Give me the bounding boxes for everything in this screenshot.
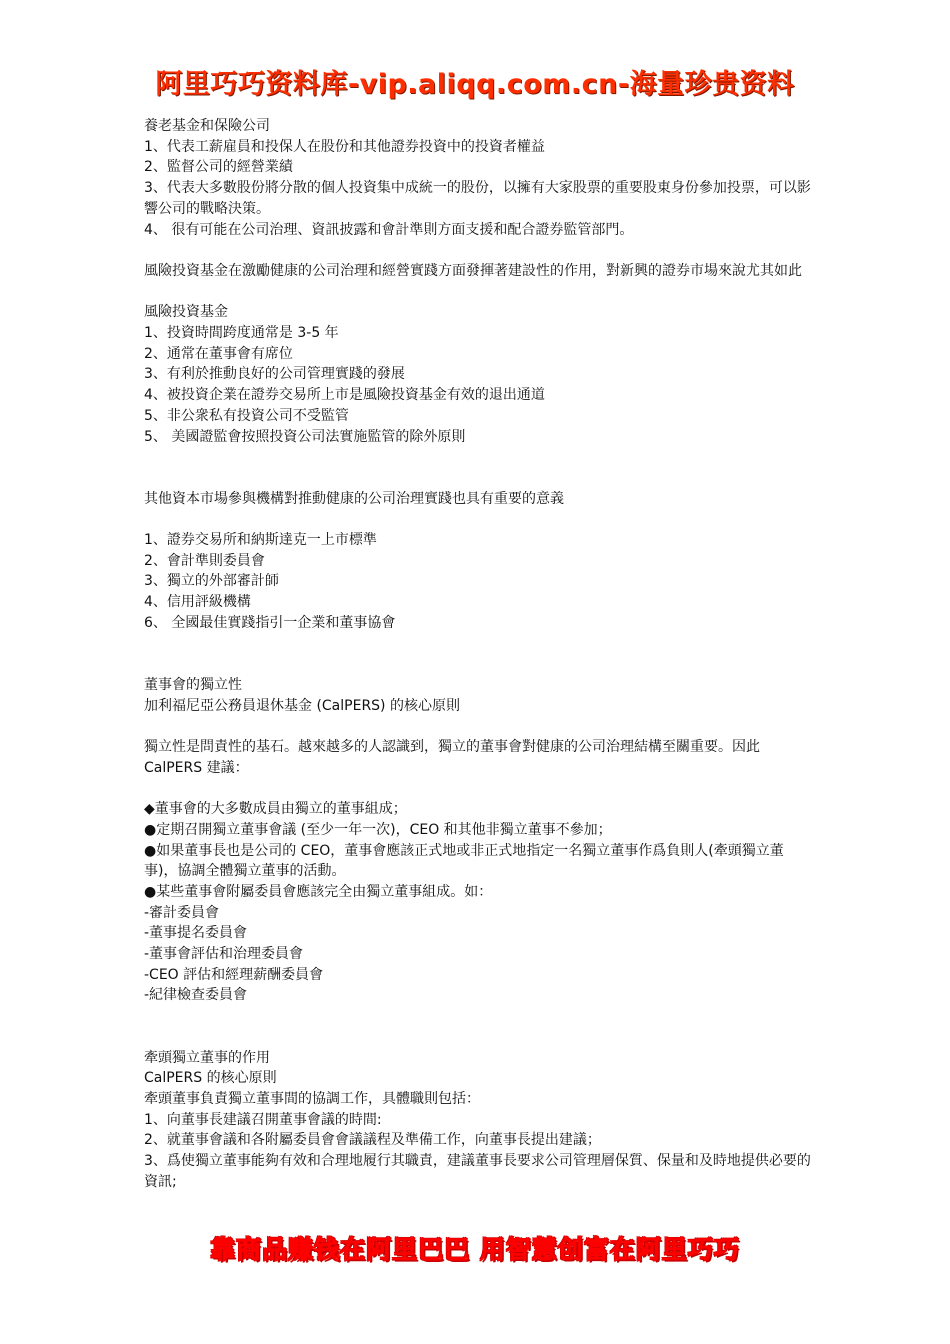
list-item: 2、就董事會議和各附屬委員會會議議程及準備工作，向董事長提出建議；: [144, 1132, 601, 1149]
paragraph-vc-intro: 風險投資基金在激勵健康的公司治理和經營實踐方面發揮著建設性的作用，對新興的證券市場來說尤其如此: [144, 262, 802, 279]
list-item: 5、非公衆私有投資公司不受監管: [144, 407, 349, 424]
section-title-lead-director: 牽頭獨立董事的作用: [144, 1049, 270, 1066]
document-body: [144, 116, 814, 1192]
list-item: 3、代表大多數股份將分散的個人投資集中成統一的股份，以擁有大家股票的重要股東身份參加投票，可以影響公司的戰略決策。: [144, 180, 811, 217]
list-item: 1、投資時間跨度通常是 3-5 年: [144, 325, 339, 341]
section-subtitle-independence: 加利福尼亞公務員退休基金 (CalPERS) 的核心原則: [144, 697, 460, 714]
list-item: 3、有利於推動良好的公司管理實踐的發展: [144, 366, 405, 383]
paragraph-lead-director-intro: 牽頭董事負責獨立董事間的協調工作，具體職則包括：: [144, 1090, 480, 1107]
committee-item: -紀律檢查委員會: [144, 987, 248, 1004]
header-banner: 阿里巧巧资料库-vip.aliqq.com.cn-海量珍贵资料: [155, 69, 795, 100]
section-title-others: 其他資本市場參與機構對推動健康的公司治理實踐也具有重要的意義: [144, 490, 564, 507]
committee-item: -董事會評估和治理委員會: [144, 946, 304, 963]
list-item: 4、被投資企業在證券交易所上市是風險投資基金有效的退出通道: [144, 387, 545, 404]
committee-item: -CEO 評估和經理薪酬委員會: [144, 966, 324, 983]
committee-item: -審計委員會: [144, 904, 220, 921]
section-title-pension: 養老基金和保險公司: [144, 118, 270, 134]
list-item: 5、 美國證監會按照投資公司法實施監管的除外原則: [144, 428, 466, 445]
list-item: 2、通常在董事會有席位: [144, 345, 293, 362]
list-item: 6、 全國最佳實踐指引一企業和董事協會: [144, 614, 396, 631]
bullet-item: ●某些董事會附屬委員會應該完全由獨立董事組成。如：: [144, 883, 493, 900]
list-item: 1、向董事長建議召開董事會議的時間:: [144, 1111, 382, 1128]
footer-banner: 靠商品赚钱在阿里巴巴 用智慧创富在阿里巧巧: [210, 1235, 740, 1264]
section-title-vc: 風險投資基金: [144, 304, 228, 321]
list-item: 4、 很有可能在公司治理、資訊披露和會計準則方面支援和配合證券監管部門。: [144, 221, 634, 238]
paragraph-independence: 獨立性是問責性的基石。越來越多的人認識到，獨立的董事會對健康的公司治理結構至關重要。因此 CalPERS 建議：: [144, 739, 765, 776]
list-item: 1、代表工薪雇員和投保人在股份和其他證券投資中的投資者權益: [144, 138, 545, 155]
list-item: 4、信用評級機構: [144, 594, 251, 611]
bullet-item: ●定期召開獨立董事會議 (至少一年一次)，CEO 和其他非獨立董事不參加；: [144, 821, 612, 838]
committee-item: -董事提名委員會: [144, 925, 248, 942]
list-item: 1、證券交易所和納斯達克一上市標準: [144, 532, 377, 548]
list-item: 3、爲使獨立董事能夠有效和合理地履行其職責，建議董事長要求公司管理層保質、保量和及時地提供必要的資訊;: [144, 1153, 811, 1190]
bullet-item: ◆董事會的大多數成員由獨立的董事組成；: [144, 801, 407, 818]
list-item: 3、獨立的外部審計師: [144, 573, 279, 590]
section-title-independence: 董事會的獨立性: [144, 676, 242, 693]
list-item: 2、會計準則委員會: [144, 552, 265, 569]
list-item: 2、監督公司的經營業績: [144, 159, 293, 176]
section-subtitle-lead-director: CalPERS 的核心原則: [144, 1070, 277, 1087]
bullet-item: ●如果董事長也是公司的 CEO，董事會應該正式地或非正式地指定一名獨立董事作爲負則人(牽頭獨立董事)，協調全體獨立董事的活動。: [144, 842, 784, 880]
